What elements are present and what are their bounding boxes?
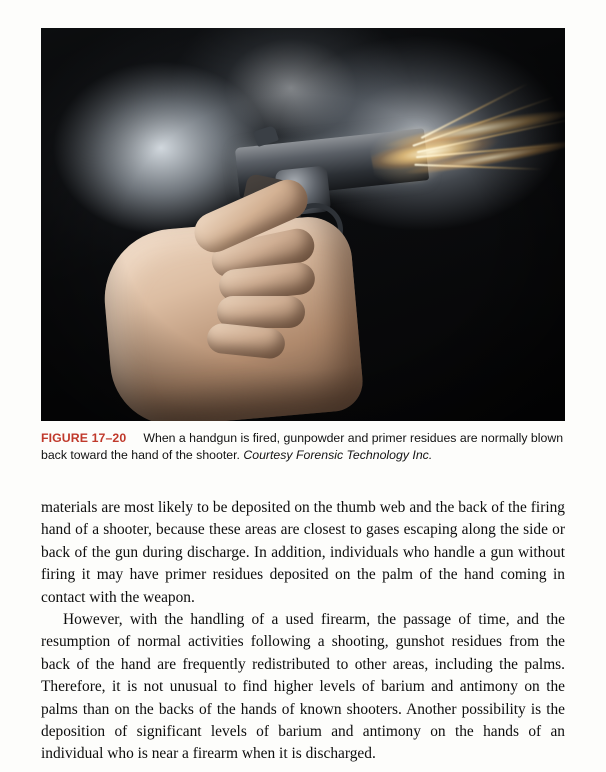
- figure-caption-spacer: [130, 431, 140, 445]
- figure-caption: [41, 430, 565, 464]
- body-text: [41, 497, 565, 766]
- figure-block: [41, 28, 565, 464]
- figure-caption-text: When a handgun is fired, gunpowder and primer residues are normally blown back toward the hand of the shooter.: [41, 431, 564, 463]
- paragraph: However, with the handling of a used firearm, the passage of time, and the resumption of normal activities following a shooting, gunshot residues from the back of the hand are frequently redistributed to other areas, including the palms. Therefore, it is not unusual to find higher levels of barium and antimony on the palms than on the backs of the hands of known shooters. Another possibility is the deposition of significant levels of barium and antimony on the hands of an individual who is near a firearm when it is discharged.: [41, 611, 565, 763]
- paragraph: materials are most likely to be deposited on the thumb web and the back of the firing hand of a shooter, because these areas are closest to gases escaping along the side or back of the gun during discharge. In addition, individuals who handle a gun without firing it may have primer residues deposited on the palm of the hand coming in contact with the weapon.: [41, 499, 565, 606]
- figure-photograph: [41, 28, 565, 421]
- figure-caption-credit: Courtesy Forensic Technology Inc.: [243, 448, 433, 463]
- figure-caption-label: FIGURE 17–20: [41, 431, 127, 445]
- hand-finger: [217, 296, 305, 328]
